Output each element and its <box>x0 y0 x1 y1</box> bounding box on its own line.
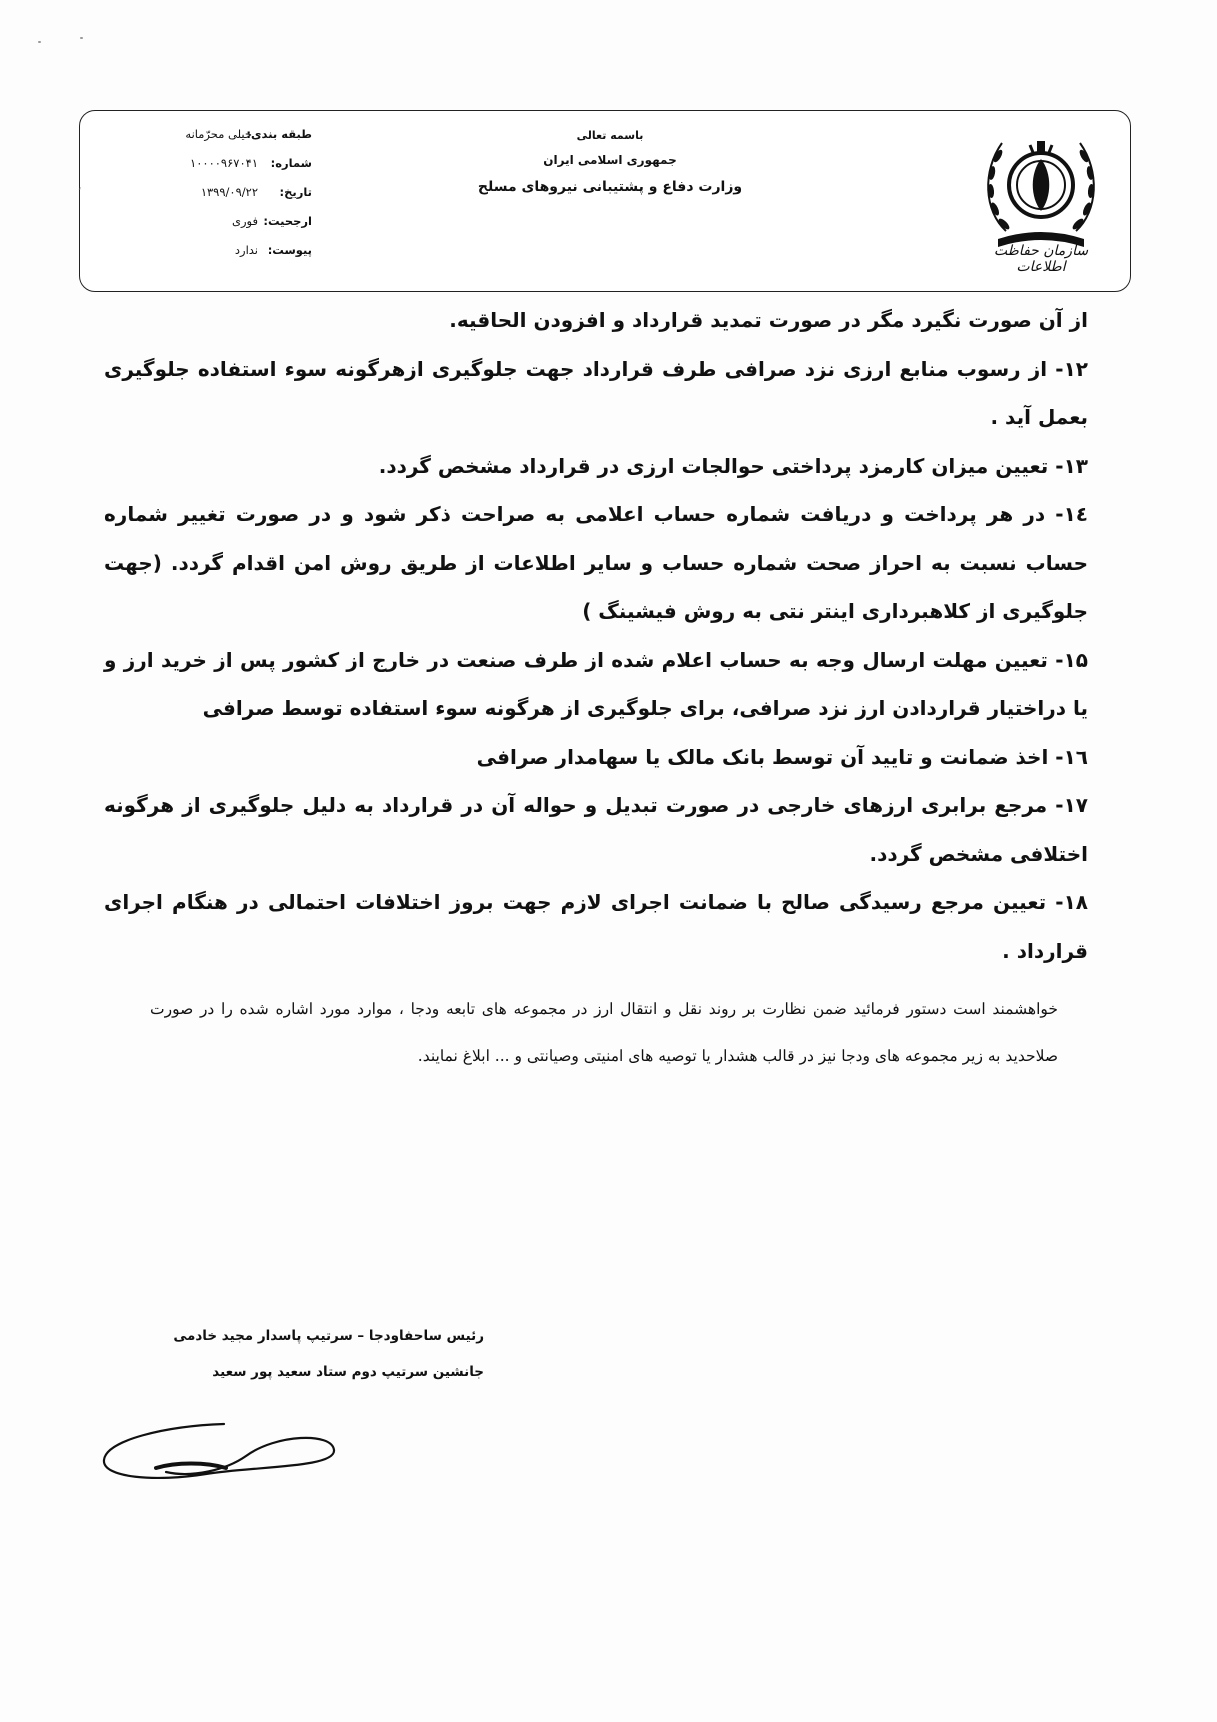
scan-speck <box>38 41 41 43</box>
body-paragraph: از آن صورت نگیرد مگر در صورت تمدید قرارداد و افزودن الحاقیه. <box>449 308 1088 332</box>
closing-paragraph <box>150 986 1058 1080</box>
meta-value: ۱۰۰۰۰۹۶۷۰۴۱ <box>190 156 258 170</box>
ministry-name: وزارت دفاع و پشتیبانی نیروهای مسلح <box>477 179 743 195</box>
body-paragraph: ۱٤- در هر پرداخت و دریافت شماره حساب اعلامی به صراحت ذکر شود و در صورت تغییر شماره حساب نسبت به احراز صحت شماره حساب و سایر اطلاعات از طریق روش امن اقدام گردد. (جهت جلوگیری از کلاهبرداری اینتر نتی به روش فیشینگ ) <box>104 502 1088 623</box>
letter-body <box>104 296 1088 975</box>
letterhead <box>79 110 1131 292</box>
meta-label: تاریخ: <box>279 185 312 199</box>
handwritten-signature-icon <box>96 1416 346 1506</box>
meta-value: ۱۳۹۹/۰۹/۲۲ <box>200 185 258 199</box>
letterhead-title <box>410 129 810 195</box>
meta-label: ارجحیت: <box>263 214 312 228</box>
iran-emblem-icon <box>976 121 1106 261</box>
meta-classification <box>80 127 320 156</box>
tick-mark-icon: ʻ <box>78 185 82 198</box>
body-paragraph: ۱۵- تعیین مهلت ارسال وجه به حساب اعلام شده از طرف صنعت در خارج از کشور پس از خرید ارز و یا دراختیار قراردادن ارز نزد صرافی، برای جلوگیری از هرگونه سوء استفاده توسط صرافی <box>104 647 1088 720</box>
meta-date <box>80 185 320 214</box>
meta-value: ندارد <box>234 243 258 257</box>
body-paragraph: ۱۷- مرجع برابری ارزهای خارجی در صورت تبدیل و حواله آن در قرارداد به دلیل جلوگیری از هرگونه اختلافی مشخص گردد. <box>104 793 1088 866</box>
meta-attachment <box>80 243 320 272</box>
meta-number <box>80 156 320 185</box>
basmala: باسمه تعالی <box>576 129 644 142</box>
meta-label: پیوست: <box>267 243 312 257</box>
deputy-title: جانشین سرتیپ دوم ستاد سعید پور سعید <box>212 1364 484 1380</box>
signatory-title: رئیس ساحفاودجا – سرتیپ پاسدار مجید خادمی <box>173 1328 484 1344</box>
scan-speck <box>80 37 83 39</box>
body-paragraph: ۱۳- تعیین میزان کارمزد پرداختی حوالجات ارزی در قرارداد مشخص گردد. <box>378 453 1088 478</box>
closing-text: خواهشمند است دستور فرمائید ضمن نظارت بر روند نقل و انتقال ارز در مجموعه های تابعه ودجا ، موارد مورد اشاره شده را در صورت صلاحدید به زیر مجموعه های ودجا نیز در قالب هشدار یا توصیه های امنیتی وصیانتی و ... ابلاغ نمایند. <box>150 1000 1058 1065</box>
meta-label: طبقه بندی: <box>246 127 312 141</box>
body-paragraph: ۱۸- تعیین مرجع رسیدگی صالح با ضمانت اجرای لازم جهت بروز اختلافات احتمالی در هنگام اجرای قرارداد . <box>104 890 1088 963</box>
body-paragraph: ۱۲- از رسوب منابع ارزی نزد صرافی طرف قرارداد جهت جلوگیری ازهرگونه سوء استفاده جلوگیری بعمل آید . <box>104 356 1088 429</box>
signature-block <box>140 1328 484 1380</box>
organization-name: سازمان حفاظت اطلاعات <box>993 243 1089 275</box>
meta-value: فوری <box>232 214 258 228</box>
meta-label: شماره: <box>270 156 312 170</box>
meta-value: خیلی محرّمانه <box>185 127 252 141</box>
emblem <box>976 121 1106 281</box>
body-paragraph: ۱٦- اخذ ضمانت و تایید آن توسط بانک مالک یا سهامدار صرافی <box>476 744 1088 769</box>
letter-metadata <box>80 127 320 272</box>
republic-name: جمهوری اسلامی ایران <box>543 153 677 167</box>
meta-priority <box>80 214 320 243</box>
